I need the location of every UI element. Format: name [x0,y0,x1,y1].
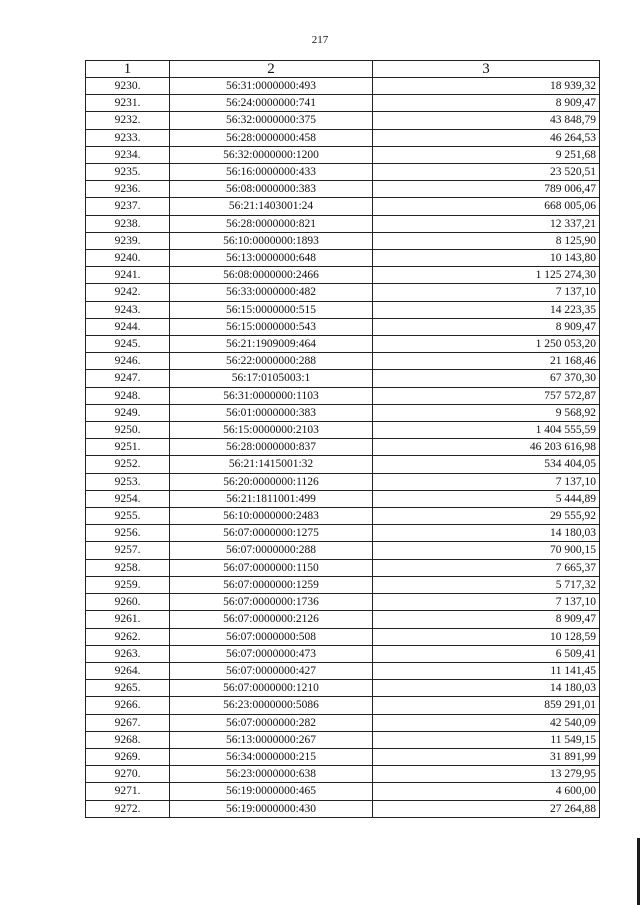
row-number-cell: 9235. [86,164,170,181]
table-row [86,422,600,439]
value-cell: 534 404,05 [373,456,600,473]
value-cell: 859 291,01 [373,697,600,714]
table-row [86,490,600,507]
cadastral-number-cell: 56:24:0000000:741 [170,95,373,112]
table-row [86,112,600,129]
value-cell: 7 137,10 [373,284,600,301]
value-cell: 70 900,15 [373,542,600,559]
table-row [86,731,600,748]
cadastral-number-cell: 56:32:0000000:1200 [170,146,373,163]
cadastral-number-cell: 56:07:0000000:508 [170,628,373,645]
row-number-cell: 9255. [86,508,170,525]
value-cell: 18 939,32 [373,78,600,95]
row-number-cell: 9270. [86,766,170,783]
row-number-cell: 9252. [86,456,170,473]
value-cell: 7 137,10 [373,594,600,611]
row-number-cell: 9237. [86,198,170,215]
cadastral-number-cell: 56:07:0000000:288 [170,542,373,559]
table-row [86,284,600,301]
row-number-cell: 9257. [86,542,170,559]
table-row [86,250,600,267]
row-number-cell: 9244. [86,318,170,335]
table-row [86,714,600,731]
cadastral-number-cell: 56:33:0000000:482 [170,284,373,301]
row-number-cell: 9251. [86,439,170,456]
table-row [86,404,600,421]
row-number-cell: 9263. [86,645,170,662]
row-number-cell: 9246. [86,353,170,370]
row-number-cell: 9265. [86,680,170,697]
table-row [86,215,600,232]
cadastral-number-cell: 56:23:0000000:5086 [170,697,373,714]
cadastral-number-cell: 56:21:1415001:32 [170,456,373,473]
cadastral-number-cell: 56:13:0000000:267 [170,731,373,748]
row-number-cell: 9231. [86,95,170,112]
cadastral-number-cell: 56:22:0000000:288 [170,353,373,370]
value-cell: 11 549,15 [373,731,600,748]
value-cell: 10 128,59 [373,628,600,645]
row-number-cell: 9238. [86,215,170,232]
cadastral-number-cell: 56:07:0000000:1275 [170,525,373,542]
cadastral-number-cell: 56:07:0000000:427 [170,662,373,679]
cadastral-value-table [85,60,600,818]
cadastral-number-cell: 56:21:1403001:24 [170,198,373,215]
table-row [86,662,600,679]
cadastral-number-cell: 56:08:0000000:383 [170,181,373,198]
cadastral-number-cell: 56:15:0000000:515 [170,301,373,318]
value-cell: 5 717,32 [373,576,600,593]
cadastral-number-cell: 56:01:0000000:383 [170,404,373,421]
value-cell: 1 125 274,30 [373,267,600,284]
table-row [86,95,600,112]
value-cell: 21 168,46 [373,353,600,370]
row-number-cell: 9261. [86,611,170,628]
cadastral-number-cell: 56:34:0000000:215 [170,748,373,765]
row-number-cell: 9269. [86,748,170,765]
row-number-cell: 9259. [86,576,170,593]
table-row [86,129,600,146]
value-cell: 10 143,80 [373,250,600,267]
row-number-cell: 9232. [86,112,170,129]
value-cell: 29 555,92 [373,508,600,525]
cadastral-number-cell: 56:07:0000000:1736 [170,594,373,611]
value-cell: 7 137,10 [373,473,600,490]
table-row [86,473,600,490]
value-cell: 8 909,47 [373,611,600,628]
header-row [86,61,600,78]
row-number-cell: 9233. [86,129,170,146]
value-cell: 67 370,30 [373,370,600,387]
row-number-cell: 9268. [86,731,170,748]
value-cell: 11 141,45 [373,662,600,679]
row-number-cell: 9262. [86,628,170,645]
cadastral-number-cell: 56:07:0000000:1150 [170,559,373,576]
row-number-cell: 9249. [86,404,170,421]
row-number-cell: 9271. [86,783,170,800]
row-number-cell: 9239. [86,232,170,249]
table-header [86,61,600,78]
row-number-cell: 9241. [86,267,170,284]
table-row [86,542,600,559]
value-cell: 757 572,87 [373,387,600,404]
table-body [86,78,600,818]
value-cell: 8 125,90 [373,232,600,249]
value-cell: 4 600,00 [373,783,600,800]
table-row [86,800,600,817]
row-number-cell: 9253. [86,473,170,490]
cadastral-number-cell: 56:13:0000000:648 [170,250,373,267]
row-number-cell: 9264. [86,662,170,679]
row-number-cell: 9260. [86,594,170,611]
row-number-cell: 9254. [86,490,170,507]
row-number-cell: 9230. [86,78,170,95]
table-row [86,766,600,783]
cadastral-number-cell: 56:19:0000000:430 [170,800,373,817]
cadastral-number-cell: 56:31:0000000:1103 [170,387,373,404]
cadastral-number-cell: 56:23:0000000:638 [170,766,373,783]
cadastral-number-cell: 56:07:0000000:2126 [170,611,373,628]
cadastral-number-cell: 56:08:0000000:2466 [170,267,373,284]
table-row [86,370,600,387]
value-cell: 12 337,21 [373,215,600,232]
value-cell: 27 264,88 [373,800,600,817]
value-cell: 7 665,37 [373,559,600,576]
column-header-2: 2 [170,61,373,78]
table-row [86,748,600,765]
column-header-3: 3 [373,61,600,78]
value-cell: 23 520,51 [373,164,600,181]
cadastral-number-cell: 56:10:0000000:2483 [170,508,373,525]
row-number-cell: 9245. [86,336,170,353]
cadastral-number-cell: 56:31:0000000:493 [170,78,373,95]
value-cell: 42 540,09 [373,714,600,731]
value-cell: 8 909,47 [373,95,600,112]
table-row [86,353,600,370]
table-row [86,181,600,198]
page-number: 217 [311,34,329,46]
table-row [86,198,600,215]
column-header-1: 1 [86,61,170,78]
table-row [86,387,600,404]
value-cell: 6 509,41 [373,645,600,662]
value-cell: 1 250 053,20 [373,336,600,353]
value-cell: 43 848,79 [373,112,600,129]
value-cell: 14 180,03 [373,680,600,697]
row-number-cell: 9250. [86,422,170,439]
table-row [86,559,600,576]
table-row [86,267,600,284]
row-number-cell: 9242. [86,284,170,301]
table-row [86,439,600,456]
table-row [86,576,600,593]
row-number-cell: 9248. [86,387,170,404]
cadastral-number-cell: 56:19:0000000:465 [170,783,373,800]
value-cell: 14 223,35 [373,301,600,318]
row-number-cell: 9247. [86,370,170,387]
cadastral-number-cell: 56:28:0000000:837 [170,439,373,456]
value-cell: 1 404 555,59 [373,422,600,439]
row-number-cell: 9267. [86,714,170,731]
cadastral-number-cell: 56:21:1909009:464 [170,336,373,353]
cadastral-number-cell: 56:07:0000000:1259 [170,576,373,593]
value-cell: 9 568,92 [373,404,600,421]
table-row [86,783,600,800]
cadastral-number-cell: 56:15:0000000:2103 [170,422,373,439]
cadastral-number-cell: 56:10:0000000:1893 [170,232,373,249]
value-cell: 31 891,99 [373,748,600,765]
row-number-cell: 9240. [86,250,170,267]
table-row [86,594,600,611]
table-row [86,301,600,318]
row-number-cell: 9256. [86,525,170,542]
value-cell: 14 180,03 [373,525,600,542]
value-cell: 9 251,68 [373,146,600,163]
row-number-cell: 9234. [86,146,170,163]
value-cell: 5 444,89 [373,490,600,507]
cadastral-number-cell: 56:20:0000000:1126 [170,473,373,490]
row-number-cell: 9272. [86,800,170,817]
value-cell: 789 006,47 [373,181,600,198]
table-row [86,645,600,662]
table-row [86,525,600,542]
table-row [86,680,600,697]
cadastral-number-cell: 56:07:0000000:1210 [170,680,373,697]
value-cell: 668 005,06 [373,198,600,215]
value-cell: 8 909,47 [373,318,600,335]
row-number-cell: 9266. [86,697,170,714]
table-row [86,146,600,163]
table-row [86,78,600,95]
cadastral-number-cell: 56:15:0000000:543 [170,318,373,335]
cadastral-number-cell: 56:16:0000000:433 [170,164,373,181]
cadastral-number-cell: 56:07:0000000:282 [170,714,373,731]
table-row [86,318,600,335]
value-cell: 13 279,95 [373,766,600,783]
cadastral-number-cell: 56:32:0000000:375 [170,112,373,129]
cadastral-number-cell: 56:21:1811001:499 [170,490,373,507]
table-row [86,164,600,181]
cadastral-number-cell: 56:28:0000000:821 [170,215,373,232]
table-row [86,508,600,525]
cadastral-number-cell: 56:28:0000000:458 [170,129,373,146]
row-number-cell: 9243. [86,301,170,318]
value-cell: 46 264,53 [373,129,600,146]
cadastral-number-cell: 56:07:0000000:473 [170,645,373,662]
table-row [86,336,600,353]
table-row [86,232,600,249]
table-row [86,456,600,473]
value-cell: 46 203 616,98 [373,439,600,456]
cadastral-number-cell: 56:17:0105003:1 [170,370,373,387]
table-row [86,628,600,645]
row-number-cell: 9236. [86,181,170,198]
table-row [86,697,600,714]
row-number-cell: 9258. [86,559,170,576]
table-row [86,611,600,628]
